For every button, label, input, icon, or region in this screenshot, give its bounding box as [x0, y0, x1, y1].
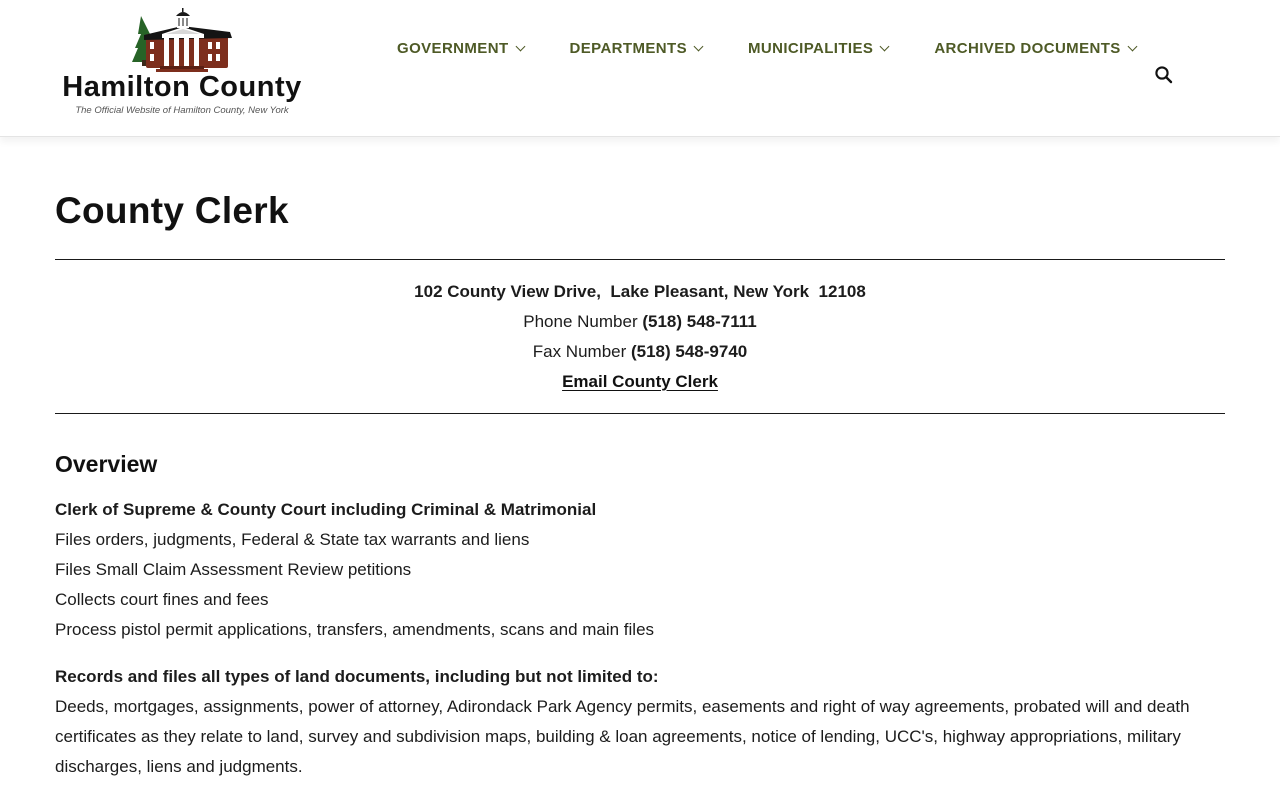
logo-tagline: The Official Website of Hamilton County, New York [75, 105, 289, 117]
records-section-lead: Records and files all types of land documents, including but not limited to: [55, 667, 659, 686]
land-records-section [55, 662, 1225, 782]
fax-label: Fax Number [532, 342, 631, 361]
contact-block [55, 260, 1225, 413]
phone-value: (518) 548-7111 [642, 312, 757, 331]
fax-value: (518) 548-9740 [630, 342, 748, 361]
chevron-down-icon [694, 42, 704, 52]
site-logo[interactable] [60, 8, 304, 116]
chevron-down-icon [880, 42, 890, 52]
search-icon [1154, 65, 1173, 84]
overview-heading: Overview [55, 451, 158, 477]
court-duty-line: Files orders, judgments, Federal & State tax warrants and liens [55, 530, 530, 549]
nav-item-departments[interactable] [570, 40, 702, 57]
nav-item-municipalities[interactable] [748, 40, 888, 57]
courthouse-logo-icon [124, 8, 240, 72]
court-section-lead: Clerk of Supreme & County Court including Criminal & Matrimonial [55, 500, 597, 519]
court-duty-line: Process pistol permit applications, transfers, amendments, scans and main files [55, 620, 655, 639]
contact-address: 102 County View Drive, Lake Pleasant, New York 12108 [414, 282, 866, 301]
search-button[interactable] [1151, 62, 1175, 86]
nav-item-label: MUNICIPALITIES [747, 40, 874, 57]
divider-bottom [55, 413, 1225, 414]
chevron-down-icon [515, 42, 525, 52]
phone-label: Phone Number [523, 312, 643, 331]
nav-item-archived-documents[interactable] [934, 40, 1135, 57]
email-county-clerk-link[interactable]: Email County Clerk [562, 372, 718, 391]
page-title: County Clerk [55, 190, 289, 231]
chevron-down-icon [1127, 42, 1137, 52]
contact-phone-line [55, 307, 1225, 337]
nav-item-label: DEPARTMENTS [569, 40, 687, 57]
court-duty-line: Files Small Claim Assessment Review petitions [55, 560, 412, 579]
contact-email-line [55, 367, 1225, 397]
main-nav [397, 40, 1136, 57]
site-header [0, 0, 1280, 137]
records-section-body: Deeds, mortgages, assignments, power of attorney, Adirondack Park Agency permits, easements and right of way agreements, probated will and death certificates as they relate to land, survey and subdivision maps, building & loan agreements, notice of lending, UCC's, highway appropriations, military discharges, liens and judgments. [55, 697, 1190, 776]
court-duty-line: Collects court fines and fees [55, 590, 269, 609]
main-content [55, 137, 1225, 782]
court-duties-section [55, 495, 1225, 645]
nav-item-label: ARCHIVED DOCUMENTS [934, 40, 1121, 57]
nav-item-government[interactable] [397, 40, 524, 57]
nav-item-label: GOVERNMENT [397, 40, 509, 57]
contact-fax-line [55, 337, 1225, 367]
logo-title: Hamilton County [62, 71, 302, 103]
